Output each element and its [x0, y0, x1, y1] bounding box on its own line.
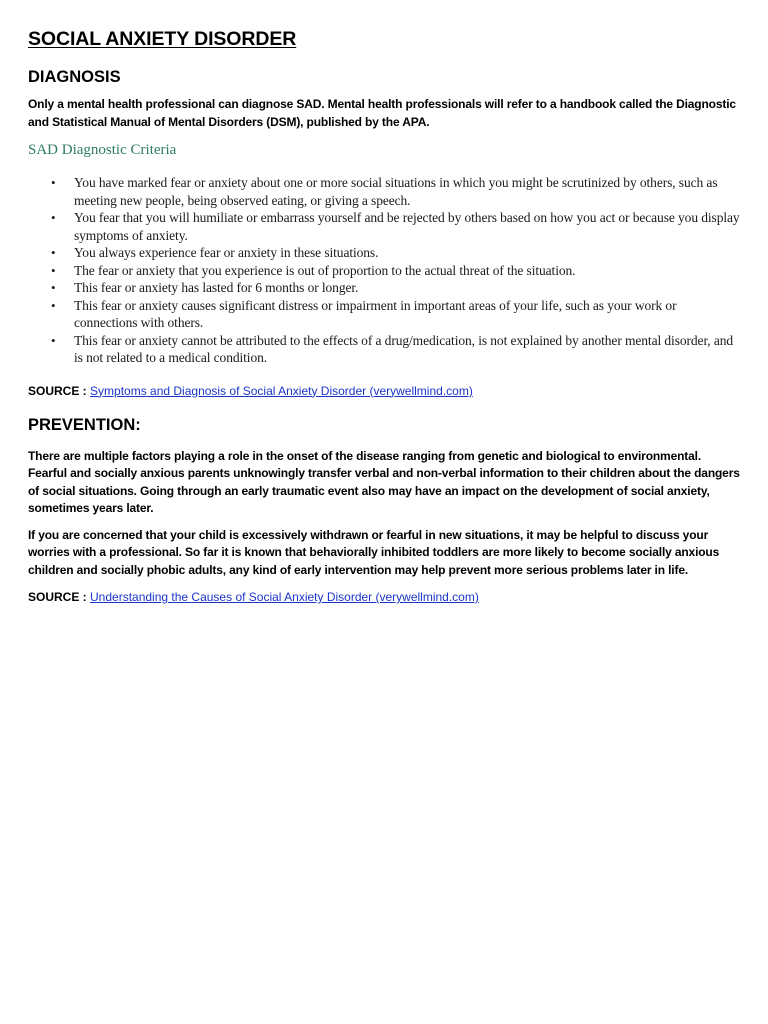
- diagnosis-intro: Only a mental health professional can diagnose SAD. Mental health professionals will refer to a handbook called the Diagnostic and Statistical Manual of Mental Disorders (DSM), published by the APA.: [28, 97, 736, 129]
- list-item-text: This fear or anxiety cannot be attributed to the effects of a drug/medication, is not explained by another mental disorder, and is not related to a medical condition.: [74, 332, 734, 365]
- bullet-icon: •: [51, 245, 56, 260]
- document-title: SOCIAL ANXIETY DISORDER: [28, 28, 297, 50]
- diagnosis-source: [28, 383, 740, 400]
- bullet-icon: •: [51, 175, 56, 190]
- list-item: [51, 279, 740, 297]
- list-item-text: You have marked fear or anxiety about one or more social situations in which you might be scrutinized by others, such as meeting new people, being observed eating, or giving a speech.: [74, 175, 718, 208]
- list-item-text: You always experience fear or anxiety in these situations.: [74, 245, 379, 260]
- diagnosis-source-link[interactable]: Symptoms and Diagnosis of Social Anxiety Disorder (verywellmind.com): [90, 383, 473, 398]
- bullet-icon: •: [51, 262, 56, 278]
- list-item: [51, 244, 740, 262]
- list-item-text: The fear or anxiety that you experience is out of proportion to the actual threat of the situation.: [74, 262, 576, 278]
- prevention-source: [28, 589, 740, 606]
- prevention-source-link[interactable]: Understanding the Causes of Social Anxiety Disorder (verywellmind.com): [90, 590, 479, 604]
- list-item: [51, 332, 740, 367]
- list-item-text: You fear that you will humiliate or embarrass yourself and be rejected by others based on how you act or because you display symptoms of anxiety.: [74, 210, 740, 243]
- bullet-icon: •: [51, 210, 56, 225]
- list-item: [51, 297, 740, 332]
- criteria-list: [28, 174, 740, 367]
- list-item: [51, 262, 740, 280]
- list-item: [51, 174, 740, 209]
- bullet-icon: •: [51, 332, 56, 348]
- source-label: SOURCE :: [28, 590, 87, 604]
- source-label: SOURCE :: [28, 383, 87, 398]
- bullet-icon: •: [51, 280, 56, 295]
- list-item-text: This fear or anxiety causes significant distress or impairment in important areas of your life, such as your work or connections with others.: [74, 297, 677, 330]
- bullet-icon: •: [51, 297, 56, 313]
- document-page: [28, 26, 740, 606]
- list-item: [51, 209, 740, 244]
- criteria-heading: SAD Diagnostic Criteria: [28, 142, 177, 158]
- prevention-paragraph-1: There are multiple factors playing a role in the onset of the disease ranging from genetic and biological to environmental. Fearful and socially anxious parents unknowingly transfer verbal and non-verbal information to their children about the dangers of social situations. Going through an early traumatic event also may have an impact on the development of social anxiety, sometimes years later.: [28, 448, 740, 515]
- prevention-paragraph-2: If you are concerned that your child is excessively withdrawn or fearful in new situations, it may be helpful to discuss your worries with a professional. So far it is known that behaviorally inhibited toddlers are more likely to become socially anxious children and socially phobic adults, any kind of early intervention may help prevent more serious problems later in life.: [28, 527, 720, 577]
- diagnosis-heading: DIAGNOSIS: [28, 68, 121, 86]
- prevention-heading: PREVENTION:: [28, 415, 141, 434]
- list-item-text: This fear or anxiety has lasted for 6 months or longer.: [74, 280, 359, 295]
